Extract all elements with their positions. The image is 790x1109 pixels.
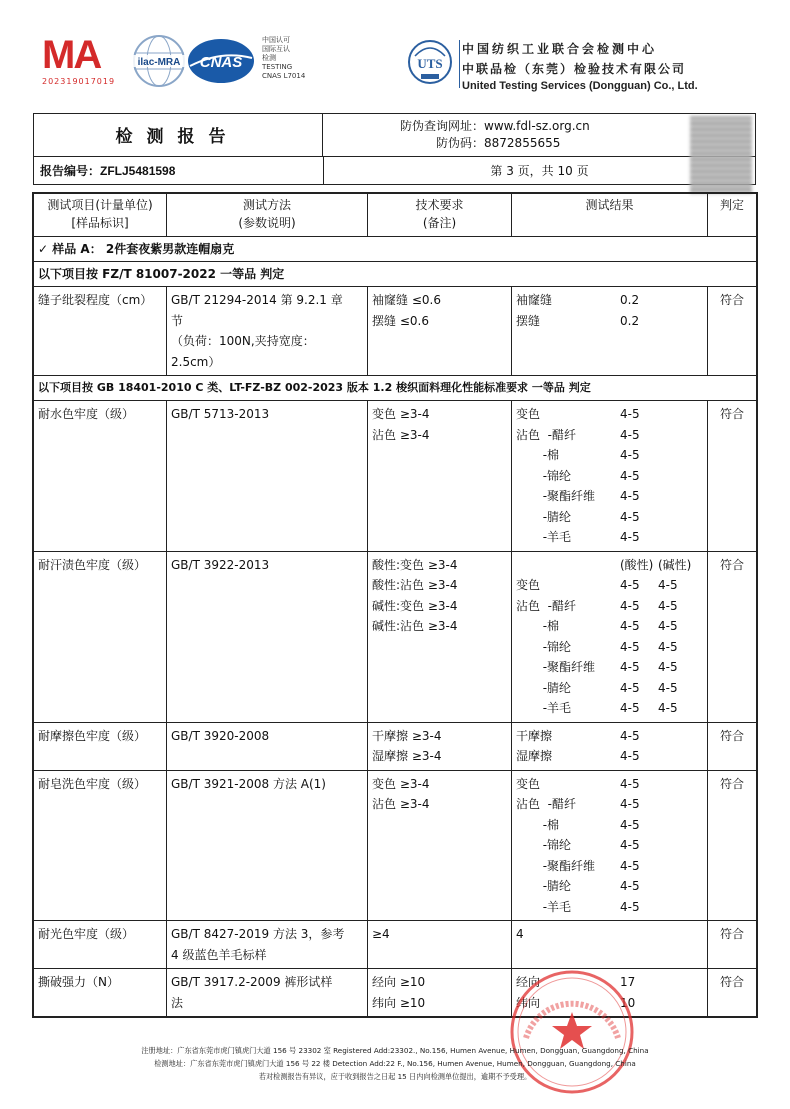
result-line xyxy=(516,678,703,699)
svg-text:UTS: UTS xyxy=(417,56,443,71)
result-line xyxy=(516,527,703,548)
result-line xyxy=(516,311,703,332)
rows-group xyxy=(34,401,757,1017)
standard-label: 以下项目按 FZ/T 81007-2022 一等品 判定 xyxy=(34,262,757,287)
result-value: 10 xyxy=(620,995,636,1010)
result-value: 4-5 xyxy=(620,797,640,811)
test-item-cell xyxy=(34,722,167,770)
result-line xyxy=(516,445,703,466)
result-line xyxy=(516,876,703,897)
result-line xyxy=(516,637,703,658)
requirement-line: 变色 ≥3-4 xyxy=(372,407,430,421)
verdict: 符合 xyxy=(719,975,744,989)
test-method-line: GB/T 3922-2013 xyxy=(171,557,270,572)
test-item: 耐汗渍色牢度（级） xyxy=(38,557,147,572)
requirement-cell xyxy=(368,969,512,1017)
result-line xyxy=(516,555,703,576)
result-label: 变色 xyxy=(516,776,541,791)
test-item: 撕破强力（N） xyxy=(38,975,119,989)
requirement-line: 袖窿缝 ≤0.6 xyxy=(372,293,441,307)
result-label: -锦纶 xyxy=(516,838,572,852)
result-value-alkaline: 4-5 xyxy=(658,660,678,674)
result-label: 摆缝 xyxy=(516,313,541,328)
requirement-cell xyxy=(368,770,512,921)
result-label: -锦纶 xyxy=(516,639,572,654)
table-header-row xyxy=(34,194,757,237)
result-line xyxy=(516,774,703,795)
test-results-table xyxy=(33,193,757,1017)
result-label: -羊毛 xyxy=(516,701,572,715)
svg-text:CNAS: CNAS xyxy=(199,54,243,71)
result-value-alkaline: 4-5 xyxy=(658,701,678,715)
cnas-info-line: 中国认可 xyxy=(262,36,290,44)
requirement-cell xyxy=(368,551,512,722)
requirement-cell xyxy=(368,401,512,552)
test-method-line: GB/T 8427-2019 方法 3，参考 xyxy=(171,927,345,941)
result-value: 4-5 xyxy=(620,858,640,873)
verdict: 符合 xyxy=(719,927,744,941)
cma-logo xyxy=(42,33,124,89)
verdict: 符合 xyxy=(719,728,744,743)
result-value-alkaline: 4-5 xyxy=(658,619,678,633)
footer xyxy=(0,1044,790,1083)
cnas-info-line: TESTING xyxy=(262,63,293,71)
table-row xyxy=(34,969,757,1017)
org-name-zh-1: 中国纺织工业联合会检测中心 xyxy=(462,42,658,56)
test-method-line: 节 xyxy=(171,313,184,328)
requirement-line: 碱性:变色 ≥3-4 xyxy=(372,598,458,613)
result-value: 4-5 xyxy=(620,776,640,791)
result-value: 4-5 xyxy=(620,749,640,763)
test-item-cell xyxy=(34,921,167,969)
result-label: -棉 xyxy=(516,619,560,633)
result-value-alkaline: (碱性) xyxy=(658,557,692,572)
result-cell xyxy=(512,551,708,722)
qr-code-blurred xyxy=(690,116,752,194)
requirement-line: 干摩擦 ≥3-4 xyxy=(372,728,442,743)
page-info: 第 3 页，共 10 页 xyxy=(490,164,589,178)
svg-text:ilac-MRA: ilac-MRA xyxy=(137,57,181,68)
test-item-cell xyxy=(34,770,167,921)
result-value: 4-5 xyxy=(620,598,640,613)
result-label xyxy=(516,555,620,576)
result-value: 4-5 xyxy=(620,639,640,654)
result-line xyxy=(516,897,703,918)
standard-label: 以下项目按 GB 18401-2010 C 类、LT-FZ-BZ 002-2023 版本 1.2 梭织面料理化性能标准要求 一等品 判定 xyxy=(34,376,757,401)
column-header: 测试项目(计量单位) [样品标识] xyxy=(34,194,167,237)
test-item-cell xyxy=(34,551,167,722)
requirement-line: 碱性:沾色 ≥3-4 xyxy=(372,619,458,633)
result-value: 4-5 xyxy=(620,817,640,832)
result-line xyxy=(516,746,703,767)
result-label: -羊毛 xyxy=(516,899,572,914)
requirement-cell xyxy=(368,722,512,770)
verdict-cell xyxy=(708,969,757,1017)
requirement-line: 酸性:沾色 ≥3-4 xyxy=(372,578,458,592)
result-line xyxy=(516,815,703,836)
result-label: -羊毛 xyxy=(516,530,572,544)
report-number-label: 报告编号： xyxy=(40,164,101,178)
test-method-line: GB/T 5713-2013 xyxy=(171,407,270,421)
footer-registered-address: 注册地址：广东省东莞市虎门镇虎门大道 156 号 23302 室 Registered Add:23302., No.156, Humen Avenue, Humen, Dongguan, Guangdong, China xyxy=(141,1046,649,1055)
test-method-line: （负荷：100N,夹持宽度： xyxy=(171,334,315,348)
result-value: 4-5 xyxy=(620,407,640,421)
result-line xyxy=(516,657,703,678)
result-value: 4-5 xyxy=(620,448,640,462)
cma-logo-text: MA xyxy=(42,33,101,77)
footer-dispute-notice: 若对检测报告有异议，应于收到报告之日起 15 日内向检测单位提出，逾期不予受理。 xyxy=(258,1072,532,1081)
column-header: 判定 xyxy=(708,194,757,237)
result-line xyxy=(516,794,703,815)
cnas-info-line: 国际互认 xyxy=(262,45,290,53)
result-line xyxy=(516,835,703,856)
test-method-cell xyxy=(167,287,368,376)
ilac-mra-logo xyxy=(128,33,190,89)
column-header: 技术要求 (备注) xyxy=(368,194,512,237)
result-label: 变色 xyxy=(516,407,541,421)
table-row xyxy=(34,401,757,552)
result-value: 4-5 xyxy=(620,701,640,715)
result-label: -聚酯纤维 xyxy=(516,660,596,674)
verdict: 符合 xyxy=(719,557,744,572)
result-line xyxy=(516,924,703,945)
result-label: 4 xyxy=(516,927,524,941)
uts-logo xyxy=(405,36,455,92)
requirement-line: 摆缝 ≤0.6 xyxy=(372,313,429,328)
result-line xyxy=(516,290,703,311)
test-method-cell xyxy=(167,770,368,921)
table-row xyxy=(34,287,757,376)
verdict-cell xyxy=(708,287,757,376)
result-line xyxy=(516,726,703,747)
result-value: 4-5 xyxy=(620,728,640,743)
organization-name xyxy=(462,40,698,92)
result-line xyxy=(516,466,703,487)
result-value: 4-5 xyxy=(620,838,640,852)
anti-fake-url-label: 防伪查询网址： xyxy=(400,119,485,133)
result-value: 4-5 xyxy=(620,427,640,442)
rows-group xyxy=(34,287,757,376)
result-line xyxy=(516,404,703,425)
test-method-line: GB/T 3920-2008 xyxy=(171,728,270,743)
column-header: 测试方法 (参数说明) xyxy=(167,194,368,237)
result-value-alkaline: 4-5 xyxy=(658,680,678,695)
result-value: 4-5 xyxy=(620,489,640,503)
result-label: 经向 xyxy=(516,975,541,989)
result-line xyxy=(516,596,703,617)
cnas-accreditation-info xyxy=(262,36,305,81)
test-method-cell xyxy=(167,722,368,770)
anti-fake-code: 8872855655 xyxy=(484,136,561,150)
test-item-cell xyxy=(34,401,167,552)
column-header: 测试结果 xyxy=(512,194,708,237)
header-divider xyxy=(459,40,460,88)
verdict-cell xyxy=(708,401,757,552)
result-cell xyxy=(512,287,708,376)
cma-number: 202319017019 xyxy=(42,77,116,86)
test-method-cell xyxy=(167,401,368,552)
report-title: 检测报告 xyxy=(33,113,323,156)
report-number xyxy=(40,162,175,179)
result-value: 4-5 xyxy=(620,578,640,592)
requirement-line: 纬向 ≥10 xyxy=(372,995,426,1010)
verdict: 符合 xyxy=(719,407,744,421)
table-row xyxy=(34,770,757,921)
test-method-line: GB/T 3921-2008 方法 A(1) xyxy=(171,776,326,791)
result-value: 4-5 xyxy=(620,680,640,695)
requirement-line: 变色 ≥3-4 xyxy=(372,776,430,791)
test-method-line: 4 级蓝色羊毛标样 xyxy=(171,947,267,962)
result-label: -聚酯纤维 xyxy=(516,858,596,873)
table-row xyxy=(34,921,757,969)
result-line xyxy=(516,698,703,719)
standard-row xyxy=(34,262,757,287)
test-method-line: 法 xyxy=(171,995,184,1010)
result-label: 变色 xyxy=(516,578,541,592)
anti-fake-code-label: 防伪码： xyxy=(436,136,485,150)
report-number-value: ZFLJ5481598 xyxy=(100,164,176,178)
anti-fake-info xyxy=(400,118,590,152)
verdict: 符合 xyxy=(719,293,744,307)
result-cell xyxy=(512,921,708,969)
result-label: -棉 xyxy=(516,448,560,462)
org-name-zh-2: 中联品检（东莞）检验技术有限公司 xyxy=(462,62,687,76)
result-value: 0.2 xyxy=(620,313,640,328)
result-line xyxy=(516,616,703,637)
table-row xyxy=(34,551,757,722)
result-label: 袖窿缝 xyxy=(516,293,553,307)
verdict-cell xyxy=(708,722,757,770)
test-item: 缝子纰裂程度（cm） xyxy=(38,293,153,307)
verdict-cell xyxy=(708,921,757,969)
requirement-line: 湿摩擦 ≥3-4 xyxy=(372,749,442,763)
test-item: 耐水色牢度（级） xyxy=(38,407,135,421)
requirement-cell xyxy=(368,287,512,376)
test-method-cell xyxy=(167,551,368,722)
result-line xyxy=(516,575,703,596)
result-value-alkaline: 4-5 xyxy=(658,639,678,654)
test-item: 耐摩擦色牢度（级） xyxy=(38,728,147,743)
result-value: 4-5 xyxy=(620,879,640,893)
footer-detection-address: 检测地址：广东省东莞市虎门镇虎门大道 156 号 22 楼 Detection Add:22 F., No.156, Humen Avenue, Humen, Dongguan, Guangdong, China xyxy=(154,1059,636,1068)
cnas-info-line: 检测 xyxy=(262,54,276,62)
anti-fake-url[interactable]: www.fdl-sz.org.cn xyxy=(484,119,590,133)
test-item: 耐光色牢度（级） xyxy=(38,927,135,941)
result-line xyxy=(516,507,703,528)
result-label: 沾色 -醋纤 xyxy=(516,797,576,811)
test-method-cell xyxy=(167,969,368,1017)
requirement-line: 沾色 ≥3-4 xyxy=(372,427,430,442)
test-method-line: GB/T 21294-2014 第 9.2.1 章 xyxy=(171,293,343,307)
result-cell xyxy=(512,722,708,770)
verdict: 符合 xyxy=(719,776,744,791)
result-value xyxy=(620,924,658,945)
result-label: -腈纶 xyxy=(516,680,572,695)
result-value: 4-5 xyxy=(620,468,640,483)
result-value: 4-5 xyxy=(620,619,640,633)
result-value: 4-5 xyxy=(620,530,640,544)
result-cell xyxy=(512,401,708,552)
result-value: 4-5 xyxy=(620,660,640,674)
result-value-alkaline: 4-5 xyxy=(658,598,678,613)
table-row xyxy=(34,722,757,770)
standard-row xyxy=(34,376,757,401)
requirement-line: 经向 ≥10 xyxy=(372,975,426,989)
result-value: 0.2 xyxy=(620,293,640,307)
test-item: 耐皂洗色牢度（级） xyxy=(38,776,147,791)
result-value: 17 xyxy=(620,975,636,989)
result-line xyxy=(516,856,703,877)
result-value: (酸性) xyxy=(620,557,654,572)
verdict-cell xyxy=(708,551,757,722)
sample-label: ✓ 样品 A： 2件套夜紫男款连帽扇克 xyxy=(34,237,757,262)
result-label: 干摩擦 xyxy=(516,728,553,743)
test-method-line: GB/T 3917.2-2009 裤形试样 xyxy=(171,975,333,989)
requirement-cell xyxy=(368,921,512,969)
result-label: -棉 xyxy=(516,817,560,832)
result-label: 湿摩擦 xyxy=(516,749,553,763)
sample-row xyxy=(34,237,757,262)
result-line xyxy=(516,486,703,507)
result-label: 沾色 -醋纤 xyxy=(516,598,576,613)
org-name-en: United Testing Services (Dongguan) Co., Ltd. xyxy=(462,80,698,92)
result-label: -腈纶 xyxy=(516,509,572,524)
test-method-line: 2.5cm） xyxy=(171,354,221,369)
test-item-cell xyxy=(34,969,167,1017)
result-label: -腈纶 xyxy=(516,879,572,893)
result-label: -聚酯纤维 xyxy=(516,489,596,503)
requirement-line: ≥4 xyxy=(372,927,390,941)
requirement-line: 酸性:变色 ≥3-4 xyxy=(372,557,458,572)
cnas-logo xyxy=(186,36,256,86)
result-value-alkaline: 4-5 xyxy=(658,578,678,592)
result-label: 纬向 xyxy=(516,995,541,1010)
requirement-line: 沾色 ≥3-4 xyxy=(372,797,430,811)
test-method-cell xyxy=(167,921,368,969)
test-item-cell xyxy=(34,287,167,376)
result-line xyxy=(516,425,703,446)
result-label: 沾色 -醋纤 xyxy=(516,427,576,442)
verdict-cell xyxy=(708,770,757,921)
cnas-info-line: CNAS L7014 xyxy=(262,72,306,80)
result-value: 4-5 xyxy=(620,899,640,914)
result-cell xyxy=(512,770,708,921)
result-value: 4-5 xyxy=(620,509,640,524)
result-label: -锦纶 xyxy=(516,468,572,483)
